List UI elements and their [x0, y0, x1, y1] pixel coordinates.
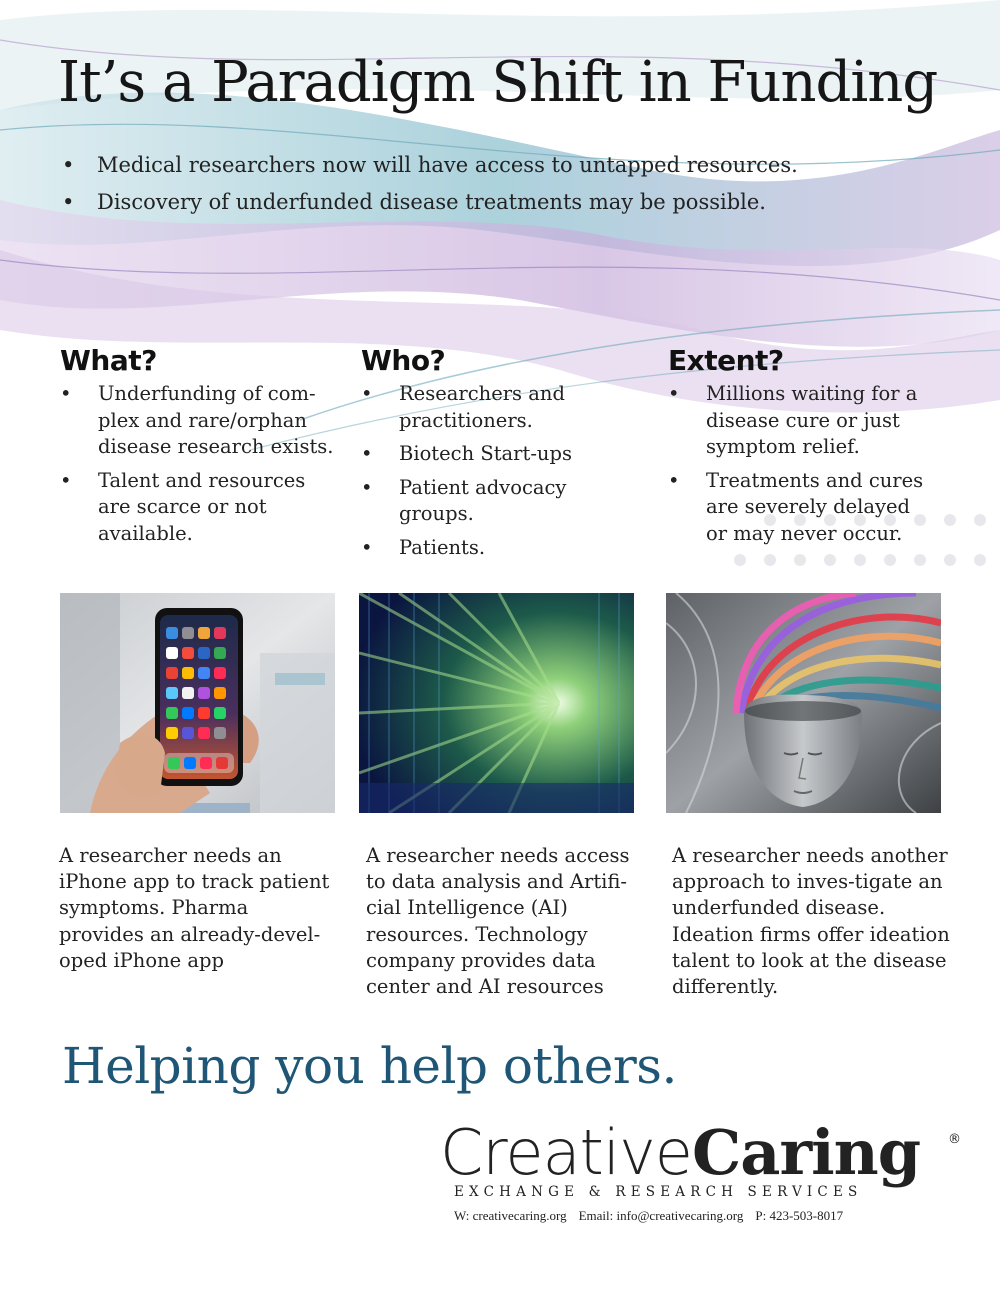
- photo-caption: A researcher needs another approach to inves-tigate an underfunded disease. Ideation firms offer ideation talent to look at the disease differently.: [672, 844, 950, 999]
- contact-email: Email: info@creativecaring.org: [578, 1208, 744, 1223]
- intro-bullet-list: [62, 147, 798, 221]
- column-heading: Extent?: [668, 344, 784, 377]
- column-bullet: • Talent and resources are scarce or not available.: [60, 468, 313, 548]
- column-bullet: • Treatments and cures are severely delayed or may never occur.: [668, 468, 930, 548]
- column-bullet: • Researchers and practitioners.: [361, 381, 596, 434]
- contact-web: W: creativecaring.org: [454, 1208, 567, 1223]
- column-heading: Who?: [361, 344, 446, 377]
- logo-subtitle: EXCHANGE & RESEARCH SERVICES: [454, 1184, 863, 1200]
- registered-mark: ®: [948, 1132, 961, 1147]
- column-bullet: • Underfunding of com-plex and rare/orphan disease research exists.: [60, 381, 340, 461]
- contact-line: [454, 1208, 855, 1224]
- photo-caption: A researcher needs access to data analysis and Artifi-cial Intelligence (AI) resources. Technology company provides data center and AI resources: [366, 844, 630, 999]
- column-extent: [668, 343, 930, 554]
- intro-bullet: • Discovery of underfunded disease treatments may be possible.: [62, 184, 798, 221]
- photo-caption: A researcher needs an iPhone app to track patient symptoms. Pharma provides an already-devel-oped iPhone app: [59, 844, 330, 972]
- column-bullet: • Patient advocacy groups.: [361, 475, 596, 528]
- column-what: [60, 343, 340, 554]
- logo-name-bold: Caring: [691, 1116, 921, 1189]
- creative-caring-logo: [440, 1116, 970, 1223]
- smartphone-in-hand-photo: [60, 593, 335, 813]
- page-title: It’s a Paradigm Shift in Funding: [58, 50, 938, 115]
- contact-phone: P: 423-503-8017: [755, 1208, 844, 1223]
- data-stream-photo: [359, 593, 634, 813]
- column-bullet: • Biotech Start-ups: [361, 441, 596, 468]
- column-heading: What?: [60, 344, 157, 377]
- logo-name-light: Creative: [440, 1116, 692, 1189]
- intro-bullet: • Medical researchers now will have access to untapped resources.: [62, 147, 798, 184]
- colorful-mind-head-photo: [666, 593, 941, 813]
- column-bullet: • Millions waiting for a disease cure or just symptom relief.: [668, 381, 930, 461]
- column-bullet: • Patients.: [361, 535, 596, 562]
- column-who: [361, 343, 596, 568]
- tagline: Helping you help others.: [62, 1037, 677, 1095]
- logo-wordmark: [440, 1118, 970, 1188]
